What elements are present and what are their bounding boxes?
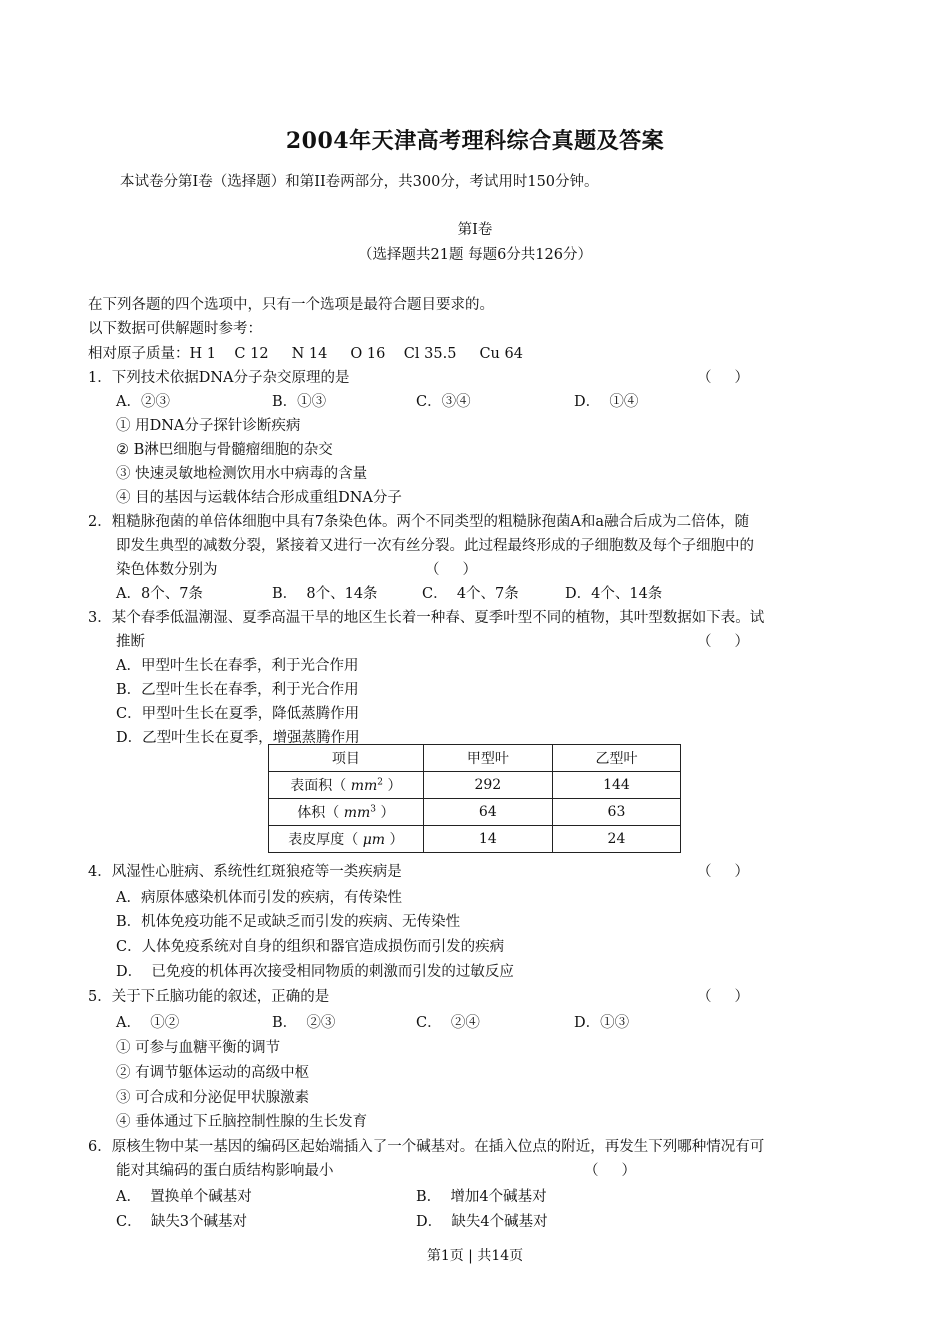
table-row-label: 体积（ $mm^3$ ）	[269, 799, 424, 826]
q4-option-d: D． 已免疫的机体再次接受相同物质的刺激而引发的过敏反应	[116, 964, 514, 980]
q3-option-a: A．甲型叶生长在春季，利于光合作用	[116, 658, 359, 674]
q3-stem-line: 推断	[116, 634, 145, 650]
q1-item: ③ 快速灵敏地检测饮用水中病毒的含量	[116, 466, 368, 482]
table-row	[269, 799, 681, 826]
table-row	[269, 772, 681, 799]
atomic-mass-line: 相对原子质量：H 1 C 12 N 14 O 16 Cl 35.5 Cu 64	[88, 346, 523, 362]
q5-answer-paren: （ ）	[697, 989, 750, 1005]
q1-option-b: B．①③	[272, 394, 327, 410]
page-footer: 第1页 | 共14页	[426, 1248, 524, 1264]
q2-stem-line: 即发生典型的减数分裂，紧接着又进行一次有丝分裂。此过程最终形成的子细胞数及每个子细胞中的	[116, 538, 754, 554]
q5-option-c: C． ②④	[416, 1015, 480, 1031]
q1-item: ① 用DNA分子探针诊断疾病	[116, 418, 301, 434]
q3-option-d: D．乙型叶生长在夏季，增强蒸腾作用	[116, 730, 360, 746]
table-header-row	[269, 745, 681, 772]
q5-item: ④ 垂体通过下丘脑控制性腺的生长发育	[116, 1114, 368, 1130]
q1-item: ② B淋巴细胞与骨髓瘤细胞的杂交	[116, 442, 333, 458]
q6-option-b: B． 增加4个碱基对	[416, 1189, 547, 1205]
exam-intro: 本试卷分第Ⅰ卷（选择题）和第II卷两部分，共300分，考试用时150分钟。	[120, 174, 599, 190]
q2-stem-line: 染色体数分别为	[116, 562, 218, 578]
q2-option-d: D．4个、14条	[565, 586, 663, 602]
q1-item: ④ 目的基因与运载体结合形成重组DNA分子	[116, 490, 402, 506]
table-row	[269, 826, 681, 853]
q2-option-a: A．8个、7条	[116, 586, 203, 602]
instruction-line: 在下列各题的四个选项中，只有一个选项是最符合题目要求的。	[88, 297, 494, 313]
q5-option-a: A． ①②	[116, 1015, 180, 1031]
q3-option-c: C．甲型叶生长在夏季，降低蒸腾作用	[116, 706, 360, 722]
table-cell: 64	[423, 799, 552, 826]
q4-option-a: A．病原体感染机体而引发的疾病，有传染性	[116, 890, 402, 906]
q3-stem-line: 3．某个春季低温潮湿、夏季高温干旱的地区生长着一种春、夏季叶型不同的植物，其叶型数据如下表。试	[88, 610, 765, 626]
q5-item: ① 可参与血糖平衡的调节	[116, 1040, 281, 1056]
q1-option-c: C．③④	[416, 394, 471, 410]
q6-option-c: C． 缺失3个碱基对	[116, 1214, 248, 1230]
q2-answer-paren: （ ）	[425, 562, 478, 578]
q5-stem: 5．关于下丘脑功能的叙述，正确的是	[88, 989, 330, 1005]
q5-item: ③ 可合成和分泌促甲状腺激素	[116, 1090, 310, 1106]
q1-option-a: A．②③	[116, 394, 170, 410]
q3-option-b: B．乙型叶生长在春季，利于光合作用	[116, 682, 359, 698]
q1-option-d: D． ①④	[574, 394, 639, 410]
table-cell: 144	[552, 772, 680, 799]
q4-answer-paren: （ ）	[697, 864, 750, 880]
q2-stem-line: 2．粗糙脉孢菌的单倍体细胞中具有7条染色体。两个不同类型的粗糙脉孢菌A和a融合后成为二倍体，随	[88, 514, 750, 530]
q5-item: ② 有调节躯体运动的高级中枢	[116, 1065, 310, 1081]
q6-stem-line: 6．原核生物中某一基因的编码区起始端插入了一个碱基对。在插入位点的附近，再发生下列哪种情况有可	[88, 1139, 765, 1155]
q6-option-a: A． 置换单个碱基对	[116, 1189, 252, 1205]
table-cell: 292	[423, 772, 552, 799]
q5-option-b: B． ②③	[272, 1015, 336, 1031]
q3-answer-paren: （ ）	[697, 634, 750, 650]
q5-option-d: D．①③	[574, 1015, 630, 1031]
table-row-label: 表面积（ $mm^2$ ）	[269, 772, 424, 799]
instruction-line: 以下数据可供解题时参考：	[88, 321, 262, 337]
q1-answer-paren: （ ）	[697, 370, 750, 386]
q2-option-b: B． 8个、14条	[272, 586, 378, 602]
q6-stem-line: 能对其编码的蛋白质结构影响最小	[116, 1163, 334, 1179]
section-desc: （选择题共21题 每题6分共126分）	[358, 247, 592, 263]
table-header-cell: 乙型叶	[552, 745, 680, 772]
q6-option-d: D． 缺失4个碱基对	[416, 1214, 548, 1230]
table-cell: 14	[423, 826, 552, 853]
q1-stem: 1．下列技术依据DNA分子杂交原理的是	[88, 370, 350, 386]
q4-option-b: B．机体免疫功能不足或缺乏而引发的疾病、无传染性	[116, 914, 461, 930]
table-header-cell: 甲型叶	[423, 745, 552, 772]
table-header-cell: 项目	[269, 745, 424, 772]
q2-option-c: C． 4个、7条	[422, 586, 519, 602]
q6-answer-paren: （ ）	[584, 1163, 637, 1179]
table-cell: 63	[552, 799, 680, 826]
section-name: 第Ⅰ卷	[457, 222, 493, 238]
table-cell: 24	[552, 826, 680, 853]
leaf-type-table	[268, 744, 681, 853]
q4-stem: 4．风湿性心脏病、系统性红斑狼疮等一类疾病是	[88, 864, 402, 880]
table-row-label: 表皮厚度（ μm ）	[269, 826, 424, 853]
page-title: 2004年天津高考理科综合真题及答案	[285, 128, 665, 154]
q4-option-c: C．人体免疫系统对自身的组织和器官造成损伤而引发的疾病	[116, 939, 505, 955]
